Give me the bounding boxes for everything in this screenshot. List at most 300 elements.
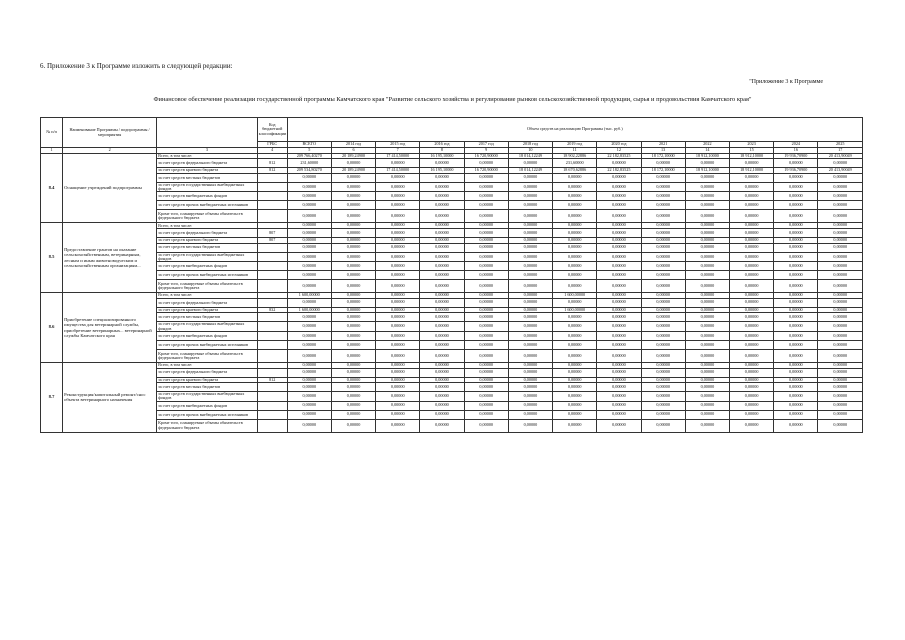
year-value: 0,00000 xyxy=(774,173,818,182)
year-value: 0,00000 xyxy=(553,340,597,349)
year-value: 0,00000 xyxy=(729,349,773,362)
year-value: 0,00000 xyxy=(420,192,464,201)
grbs-code xyxy=(257,340,287,349)
section-title: Приобретение специализированного имущества для ветеринарной службы, приобретение ветеринарных... ветеринарной службы Камчатского края xyxy=(63,293,157,363)
year-value: 0,00000 xyxy=(774,237,818,243)
year-value: 0,00000 xyxy=(774,362,818,368)
column-number: 13 xyxy=(641,148,685,154)
year-value: 0,00000 xyxy=(685,410,729,419)
header-year: 2023 xyxy=(729,142,773,148)
year-value: 0,00000 xyxy=(729,322,773,332)
year-value: 0,00000 xyxy=(774,280,818,293)
year-value: 0,00000 xyxy=(420,368,464,377)
year-value: 0,00000 xyxy=(597,173,641,182)
grbs-code xyxy=(257,349,287,362)
header-grbs: ГРБС xyxy=(257,142,287,148)
total-value: 0,00000 xyxy=(287,182,331,192)
year-value: 0,00000 xyxy=(420,362,464,368)
funding-source: Всего, в том числе: xyxy=(157,223,258,229)
year-value: 0,00000 xyxy=(597,192,641,201)
year-value: 0,00000 xyxy=(464,237,508,243)
column-number: 2 xyxy=(63,148,157,154)
year-value: 0,00000 xyxy=(464,271,508,280)
year-value: 0,00000 xyxy=(508,313,552,322)
year-value: 0,00000 xyxy=(464,228,508,237)
year-value: 0,00000 xyxy=(597,419,641,432)
year-value: 0,00000 xyxy=(818,340,863,349)
header-blank xyxy=(157,118,258,148)
table-row xyxy=(41,192,863,201)
year-value: 0,00000 xyxy=(685,368,729,377)
year-value: 0,00000 xyxy=(818,280,863,293)
year-value: 0,00000 xyxy=(464,349,508,362)
year-value: 0,00000 xyxy=(685,201,729,210)
total-value: 0,00000 xyxy=(287,271,331,280)
year-value: 0,00000 xyxy=(774,419,818,432)
year-value: 0,00000 xyxy=(729,331,773,340)
funding-source: Кроме того, планируемые объемы обязательств федерального бюджета xyxy=(157,349,258,362)
section-title: Оснащение учреждений подпрограммы xyxy=(63,153,157,223)
funding-source: за счет средств прочих внебюджетных источников xyxy=(157,340,258,349)
year-value: 22 182,83525 xyxy=(597,168,641,174)
year-value: 0,00000 xyxy=(508,349,552,362)
year-value: 0,00000 xyxy=(420,410,464,419)
year-value: 0,00000 xyxy=(774,182,818,192)
year-value: 0,00000 xyxy=(553,419,597,432)
total-value: 0,00000 xyxy=(287,313,331,322)
table-row xyxy=(41,228,863,237)
year-value: 0,00000 xyxy=(553,349,597,362)
funding-source: за счет средств внебюджетных фондов xyxy=(157,401,258,410)
year-value: 0,00000 xyxy=(508,377,552,383)
grbs-code: 807 xyxy=(257,237,287,243)
year-value: 0,00000 xyxy=(641,410,685,419)
year-value: 0,00000 xyxy=(553,271,597,280)
grbs-code xyxy=(257,383,287,392)
year-value: 0,00000 xyxy=(641,362,685,368)
year-value: 0,00000 xyxy=(331,349,375,362)
section-number: 8.6 xyxy=(41,293,63,363)
year-value: 0,00000 xyxy=(818,377,863,383)
year-value: 0,00000 xyxy=(331,383,375,392)
year-value: 0,00000 xyxy=(729,237,773,243)
year-value: 0,00000 xyxy=(420,252,464,262)
column-number: 5 xyxy=(287,148,331,154)
total-value: 1 600,00000 xyxy=(287,293,331,299)
year-value: 0,00000 xyxy=(464,340,508,349)
column-number: 11 xyxy=(553,148,597,154)
year-value: 0,00000 xyxy=(331,237,375,243)
total-value: 0,00000 xyxy=(287,252,331,262)
year-value: 0,00000 xyxy=(641,392,685,402)
funding-source: за счет средств прочих внебюджетных источников xyxy=(157,201,258,210)
year-value: 0,00000 xyxy=(597,340,641,349)
year-value: 0,00000 xyxy=(464,362,508,368)
year-value: 18 172,10000 xyxy=(641,153,685,159)
year-value: 0,00000 xyxy=(508,401,552,410)
year-value: 0,00000 xyxy=(729,201,773,210)
year-value: 0,00000 xyxy=(685,192,729,201)
year-value: 0,00000 xyxy=(641,237,685,243)
total-value: 0,00000 xyxy=(287,173,331,182)
header-volume: Объем средств на реализацию Программы (тыс. руб.) xyxy=(287,118,862,142)
year-value: 0,00000 xyxy=(818,298,863,307)
year-value: 0,00000 xyxy=(597,307,641,313)
year-value: 0,00000 xyxy=(553,201,597,210)
grbs-code: 812 xyxy=(257,159,287,168)
funding-source: за счет средств прочих внебюджетных источников xyxy=(157,410,258,419)
table-row xyxy=(41,262,863,271)
table-row xyxy=(41,182,863,192)
year-value: 0,00000 xyxy=(553,262,597,271)
year-value: 0,00000 xyxy=(420,228,464,237)
year-value: 0,00000 xyxy=(331,280,375,293)
funding-source: за счет средств местных бюджетов xyxy=(157,383,258,392)
funding-source: за счет средств прочих внебюджетных источников xyxy=(157,271,258,280)
column-number: 16 xyxy=(774,148,818,154)
grbs-code xyxy=(257,210,287,223)
year-value: 0,00000 xyxy=(376,298,420,307)
year-value: 0,00000 xyxy=(420,392,464,402)
year-value: 0,00000 xyxy=(331,210,375,223)
financing-table xyxy=(40,117,863,433)
section-title: Предоставление грантов на оказание сельскохозяйственным, ветеринарным, лесным и иным животноводческим и сельскохозяйственным организациям... xyxy=(63,223,157,293)
year-value: 0,00000 xyxy=(464,159,508,168)
year-value: 0,00000 xyxy=(376,419,420,432)
year-value: 0,00000 xyxy=(729,280,773,293)
year-value: 0,00000 xyxy=(774,271,818,280)
year-value: 0,00000 xyxy=(420,419,464,432)
column-number: 3 xyxy=(157,148,258,154)
total-value: 0,00000 xyxy=(287,392,331,402)
year-value: 0,00000 xyxy=(553,228,597,237)
grbs-code xyxy=(257,331,287,340)
year-value: 0,00000 xyxy=(729,271,773,280)
year-value: 0,00000 xyxy=(464,419,508,432)
grbs-code xyxy=(257,243,287,252)
year-value: 0,00000 xyxy=(420,210,464,223)
year-value: 0,00000 xyxy=(818,419,863,432)
year-value: 16 195,10000 xyxy=(420,168,464,174)
year-value: 0,00000 xyxy=(331,377,375,383)
grbs-code xyxy=(257,252,287,262)
grbs-code: 812 xyxy=(257,377,287,383)
year-value: 0,00000 xyxy=(729,392,773,402)
year-value: 0,00000 xyxy=(729,362,773,368)
year-value: 0,00000 xyxy=(508,182,552,192)
year-value: 0,00000 xyxy=(553,362,597,368)
table-row xyxy=(41,173,863,182)
year-value: 0,00000 xyxy=(508,298,552,307)
year-value: 0,00000 xyxy=(331,392,375,402)
table-row xyxy=(41,168,863,174)
year-value: 0,00000 xyxy=(464,322,508,332)
column-number: 6 xyxy=(331,148,375,154)
year-value: 0,00000 xyxy=(685,313,729,322)
funding-source: за счет средств федерального бюджета xyxy=(157,298,258,307)
table-row xyxy=(41,210,863,223)
year-value: 0,00000 xyxy=(818,237,863,243)
table-row xyxy=(41,340,863,349)
year-value: 0,00000 xyxy=(553,173,597,182)
funding-source: за счет средств местных бюджетов xyxy=(157,243,258,252)
appendix-reference: "Приложение 3 к Программе xyxy=(749,79,823,85)
year-value: 0,00000 xyxy=(685,392,729,402)
year-value: 0,00000 xyxy=(729,383,773,392)
year-value: 0,00000 xyxy=(729,243,773,252)
year-value: 0,00000 xyxy=(331,340,375,349)
year-value: 0,00000 xyxy=(376,252,420,262)
year-value: 0,00000 xyxy=(597,362,641,368)
year-value: 0,00000 xyxy=(597,262,641,271)
year-value: 0,00000 xyxy=(641,210,685,223)
year-value: 20 413,90049 xyxy=(818,168,863,174)
table-row xyxy=(41,392,863,402)
year-value: 0,00000 xyxy=(818,228,863,237)
grbs-code: 832 xyxy=(257,307,287,313)
funding-source: Всего, в том числе: xyxy=(157,153,258,159)
year-value: 0,00000 xyxy=(508,383,552,392)
year-value: 0,00000 xyxy=(685,223,729,229)
year-value: 0,00000 xyxy=(597,313,641,322)
year-value: 0,00000 xyxy=(729,173,773,182)
year-value: 0,00000 xyxy=(508,192,552,201)
year-value: 0,00000 xyxy=(376,223,420,229)
year-value: 0,00000 xyxy=(774,322,818,332)
year-value: 0,00000 xyxy=(685,252,729,262)
header-year: 2022 xyxy=(685,142,729,148)
year-value: 0,00000 xyxy=(818,201,863,210)
year-value: 0,00000 xyxy=(774,340,818,349)
year-value: 0,00000 xyxy=(464,192,508,201)
year-value: 0,00000 xyxy=(729,252,773,262)
funding-source: за счет средств местных бюджетов xyxy=(157,173,258,182)
year-value: 19 936,70900 xyxy=(774,168,818,174)
year-value: 0,00000 xyxy=(420,293,464,299)
year-value: 0,00000 xyxy=(331,271,375,280)
year-value: 0,00000 xyxy=(553,252,597,262)
year-value: 0,00000 xyxy=(508,271,552,280)
header-code: Код бюджетной классификации xyxy=(257,118,287,142)
year-value: 0,00000 xyxy=(553,410,597,419)
year-value: 0,00000 xyxy=(729,210,773,223)
year-value: 0,00000 xyxy=(331,322,375,332)
column-number: 8 xyxy=(420,148,464,154)
table-row xyxy=(41,322,863,332)
year-value: 0,00000 xyxy=(464,368,508,377)
year-value: 0,00000 xyxy=(774,383,818,392)
year-value: 0,00000 xyxy=(420,237,464,243)
year-value: 0,00000 xyxy=(376,210,420,223)
column-number: 10 xyxy=(508,148,552,154)
year-value: 0,00000 xyxy=(420,377,464,383)
year-value: 0,00000 xyxy=(818,182,863,192)
year-value: 0,00000 xyxy=(597,322,641,332)
header-year: 2017 год xyxy=(464,142,508,148)
year-value: 0,00000 xyxy=(553,298,597,307)
year-value: 0,00000 xyxy=(774,349,818,362)
year-value: 0,00000 xyxy=(376,192,420,201)
year-value: 0,00000 xyxy=(818,252,863,262)
year-value: 0,00000 xyxy=(508,173,552,182)
year-value: 0,00000 xyxy=(774,313,818,322)
year-value: 0,00000 xyxy=(641,201,685,210)
year-value: 0,00000 xyxy=(553,313,597,322)
year-value: 0,00000 xyxy=(597,228,641,237)
year-value: 20 189,24900 xyxy=(331,168,375,174)
year-value: 0,00000 xyxy=(508,223,552,229)
year-value: 0,00000 xyxy=(420,340,464,349)
year-value: 0,00000 xyxy=(464,223,508,229)
year-value: 18 902,22886 xyxy=(553,153,597,159)
total-value: 0,00000 xyxy=(287,349,331,362)
year-value: 0,00000 xyxy=(553,223,597,229)
year-value: 0,00000 xyxy=(641,401,685,410)
year-value: 0,00000 xyxy=(376,159,420,168)
year-value: 0,00000 xyxy=(464,243,508,252)
year-value: 0,00000 xyxy=(331,159,375,168)
year-value: 0,00000 xyxy=(641,313,685,322)
year-value: 22 182,83525 xyxy=(597,153,641,159)
year-value: 0,00000 xyxy=(508,243,552,252)
table-row xyxy=(41,201,863,210)
column-number: 1 xyxy=(41,148,63,154)
grbs-code xyxy=(257,419,287,432)
year-value: 0,00000 xyxy=(376,280,420,293)
year-value: 0,00000 xyxy=(729,340,773,349)
year-value: 0,00000 xyxy=(420,201,464,210)
year-value: 0,00000 xyxy=(508,322,552,332)
year-value: 0,00000 xyxy=(331,228,375,237)
year-value: 0,00000 xyxy=(597,368,641,377)
year-value: 0,00000 xyxy=(376,271,420,280)
year-value: 0,00000 xyxy=(685,182,729,192)
table-row xyxy=(41,331,863,340)
year-value: 1 600,00000 xyxy=(553,307,597,313)
header-year: 2024 xyxy=(774,142,818,148)
year-value: 0,00000 xyxy=(376,322,420,332)
year-value: 0,00000 xyxy=(331,401,375,410)
table-row xyxy=(41,252,863,262)
year-value: 0,00000 xyxy=(464,377,508,383)
year-value: 0,00000 xyxy=(729,410,773,419)
year-value: 0,00000 xyxy=(641,293,685,299)
year-value: 0,00000 xyxy=(508,201,552,210)
grbs-code xyxy=(257,271,287,280)
intro-text: 6. Приложение 3 к Программе изложить в следующей редакции: xyxy=(40,62,233,70)
year-value: 0,00000 xyxy=(729,307,773,313)
year-value: 0,00000 xyxy=(376,383,420,392)
year-value: 0,00000 xyxy=(774,243,818,252)
year-value: 0,00000 xyxy=(685,419,729,432)
year-value: 0,00000 xyxy=(774,410,818,419)
header-year: 2021 xyxy=(641,142,685,148)
year-value: 0,00000 xyxy=(818,210,863,223)
table-row xyxy=(41,153,863,159)
year-value: 0,00000 xyxy=(641,228,685,237)
year-value: 0,00000 xyxy=(553,182,597,192)
column-number: 14 xyxy=(685,148,729,154)
year-value: 0,00000 xyxy=(597,223,641,229)
year-value: 0,00000 xyxy=(553,392,597,402)
year-value: 0,00000 xyxy=(464,331,508,340)
total-value: 0,00000 xyxy=(287,340,331,349)
total-value: 0,00000 xyxy=(287,377,331,383)
year-value: 0,00000 xyxy=(508,293,552,299)
year-value: 0,00000 xyxy=(641,252,685,262)
table-row xyxy=(41,383,863,392)
table-row xyxy=(41,410,863,419)
funding-source: Всего, в том числе: xyxy=(157,293,258,299)
total-value: 0,00000 xyxy=(287,368,331,377)
year-value: 0,00000 xyxy=(376,201,420,210)
year-value: 0,00000 xyxy=(597,237,641,243)
column-number: 7 xyxy=(376,148,420,154)
total-value: 0,00000 xyxy=(287,280,331,293)
year-value: 20 189,24900 xyxy=(331,153,375,159)
year-value: 0,00000 xyxy=(420,223,464,229)
year-value: 0,00000 xyxy=(553,401,597,410)
header-num: № п/п xyxy=(41,118,63,148)
year-value: 0,00000 xyxy=(464,293,508,299)
year-value: 0,00000 xyxy=(420,401,464,410)
year-value: 0,00000 xyxy=(331,252,375,262)
funding-source: за счет средств федерального бюджета xyxy=(157,228,258,237)
year-value: 0,00000 xyxy=(597,293,641,299)
year-value: 0,00000 xyxy=(464,383,508,392)
header-name: Наименование Программы / подпрограммы / мероприятия xyxy=(63,118,157,148)
year-value: 0,00000 xyxy=(376,293,420,299)
year-value: 0,00000 xyxy=(818,401,863,410)
grbs-code xyxy=(257,298,287,307)
year-value: 0,00000 xyxy=(685,401,729,410)
year-value: 0,00000 xyxy=(376,377,420,383)
column-number: 17 xyxy=(818,148,863,154)
year-value: 0,00000 xyxy=(685,262,729,271)
total-value: 0,00000 xyxy=(287,210,331,223)
year-value: 0,00000 xyxy=(420,243,464,252)
total-value: 209 766,40270 xyxy=(287,153,331,159)
year-value: 0,00000 xyxy=(641,298,685,307)
year-value: 0,00000 xyxy=(464,392,508,402)
year-value: 0,00000 xyxy=(553,243,597,252)
section-number: 8.7 xyxy=(41,362,63,432)
document-title: Финансовое обеспечение реализации государственной программы Камчатского края "Развитие сельского хозяйства и регулирование рынков сельскохозяйственной продукции, сырья и продовольствия Камчатского края" xyxy=(153,96,752,103)
year-value: 0,00000 xyxy=(331,173,375,182)
year-value: 18 172,10000 xyxy=(641,168,685,174)
year-value: 0,00000 xyxy=(641,243,685,252)
funding-source: за счет средств краевого бюджета xyxy=(157,168,258,174)
funding-source: Кроме того, планируемые объемы обязательств федерального бюджета xyxy=(157,419,258,432)
year-value: 0,00000 xyxy=(597,298,641,307)
year-value: 0,00000 xyxy=(641,368,685,377)
year-value: 0,00000 xyxy=(818,307,863,313)
year-value: 0,00000 xyxy=(729,159,773,168)
year-value: 0,00000 xyxy=(553,368,597,377)
year-value: 0,00000 xyxy=(464,262,508,271)
year-value: 0,00000 xyxy=(464,182,508,192)
year-value: 0,00000 xyxy=(818,313,863,322)
year-value: 0,00000 xyxy=(508,368,552,377)
grbs-code xyxy=(257,182,287,192)
year-value: 0,00000 xyxy=(774,293,818,299)
year-value: 0,00000 xyxy=(774,307,818,313)
year-value: 0,00000 xyxy=(641,340,685,349)
year-value: 0,00000 xyxy=(331,182,375,192)
year-value: 0,00000 xyxy=(685,228,729,237)
funding-source: за счет средств государственных внебюджетных фондов xyxy=(157,252,258,262)
year-value: 0,00000 xyxy=(597,201,641,210)
